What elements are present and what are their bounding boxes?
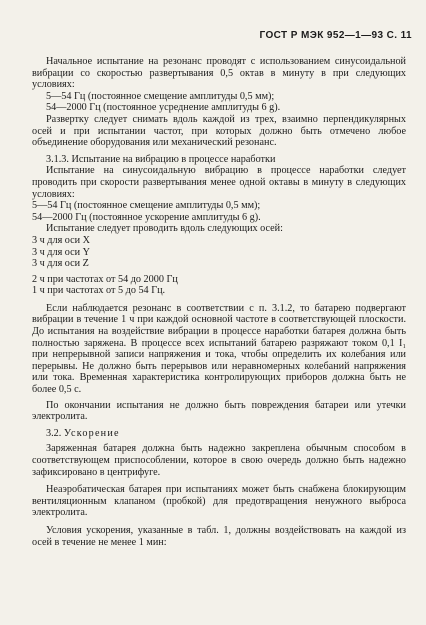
- condition-line: 5—54 Гц (постоянное смещение амплитуды 0,5 мм);: [46, 90, 275, 102]
- paragraph-sweep: Развертку следует снимать вдоль каждой из трех, взаимно перпендикулярных осей и при испытании частот, при которых должно быть отмечено любое объединение оборудования или механический резонанс.: [32, 113, 406, 149]
- paragraph-mounting: Заряженная батарея должна быть надежно закреплена обычным способом в соответствующем приспособлении, которое в свою очередь должно быть надежно зафиксировано в центрифуге.: [32, 443, 406, 478]
- page-header: ГОСТ Р МЭК 952—1—93 С. 11: [259, 30, 412, 41]
- paragraph-resonance-intro: Начальное испытание на резонанс проводят с использованием синусоидальной вибрации со скоростью развертывания 0,5 октав в минуту в при следующих условиях:: [32, 56, 406, 91]
- section-title: Ускорение: [63, 427, 120, 439]
- axis-line: 3 ч для оси X: [32, 234, 91, 246]
- paragraph-post-test: По окончании испытания не должно быть повреждения батареи или утечки электролита.: [32, 399, 406, 423]
- frequency-line: 2 ч при частотах от 54 до 2000 Гц: [32, 273, 178, 285]
- axes-intro: Испытание следует проводить вдоль следующих осей:: [46, 223, 283, 235]
- paragraph-resonance-followup: Если наблюдается резонанс в соответствии с п. 3.1.2, то батарею подвергают вибрации в течение 1 ч при каждой основной частоте в соответствующей плоскости. До испытания на воздействие вибрации в процессе наработки батарея должна быть полностью заряжена. В процессе всех испытаний батарею разряжают током 0,1 I₁ при непрерывной записи напряжения и тока, чтобы определить их колебания или перерывы. Не должно быть перерывов или неравномерных колебаний напряжения или тока. Временная характеристика контролирующих приборов должна быть не более 0,5 с.: [32, 302, 406, 396]
- document-body: [32, 56, 406, 548]
- condition-line: 5—54 Гц (постоянное смещение амплитуды 0,5 мм);: [32, 200, 261, 212]
- section-heading-3-1-3: 3.1.3. Испытание на вибрацию в процессе наработки: [46, 153, 276, 165]
- condition-line: 54—2000 Гц (постоянное ускорение амплитуды 6 g).: [32, 211, 261, 223]
- frequency-line: 1 ч при частотах от 5 до 54 Гц.: [32, 285, 166, 297]
- axis-line: 3 ч для оси Z: [32, 258, 89, 270]
- section-number: 3.2.: [46, 427, 62, 439]
- condition-line: 54—2000 Гц (постоянное усреднение амплитуды 6 g).: [46, 102, 281, 114]
- paragraph-valve: Неаэробатическая батарея при испытаниях может быть снабжена блокирующим вентиляционным клапаном (пробкой) для предотвращения ненужного выброса электролита.: [32, 484, 406, 519]
- paragraph-vibration-test: Испытание на синусоидальную вибрацию в процессе наработки следует проводить при скорости развертывания менее одной октавы в минуту в следующих условиях:: [32, 165, 406, 200]
- paragraph-acceleration-conditions: Условия ускорения, указанные в табл. 1, должны воздействовать на каждой из осей в течение не менее 1 мин:: [32, 524, 406, 548]
- section-heading-3-2: [32, 428, 406, 440]
- axis-line: 3 ч для оси Y: [32, 246, 91, 258]
